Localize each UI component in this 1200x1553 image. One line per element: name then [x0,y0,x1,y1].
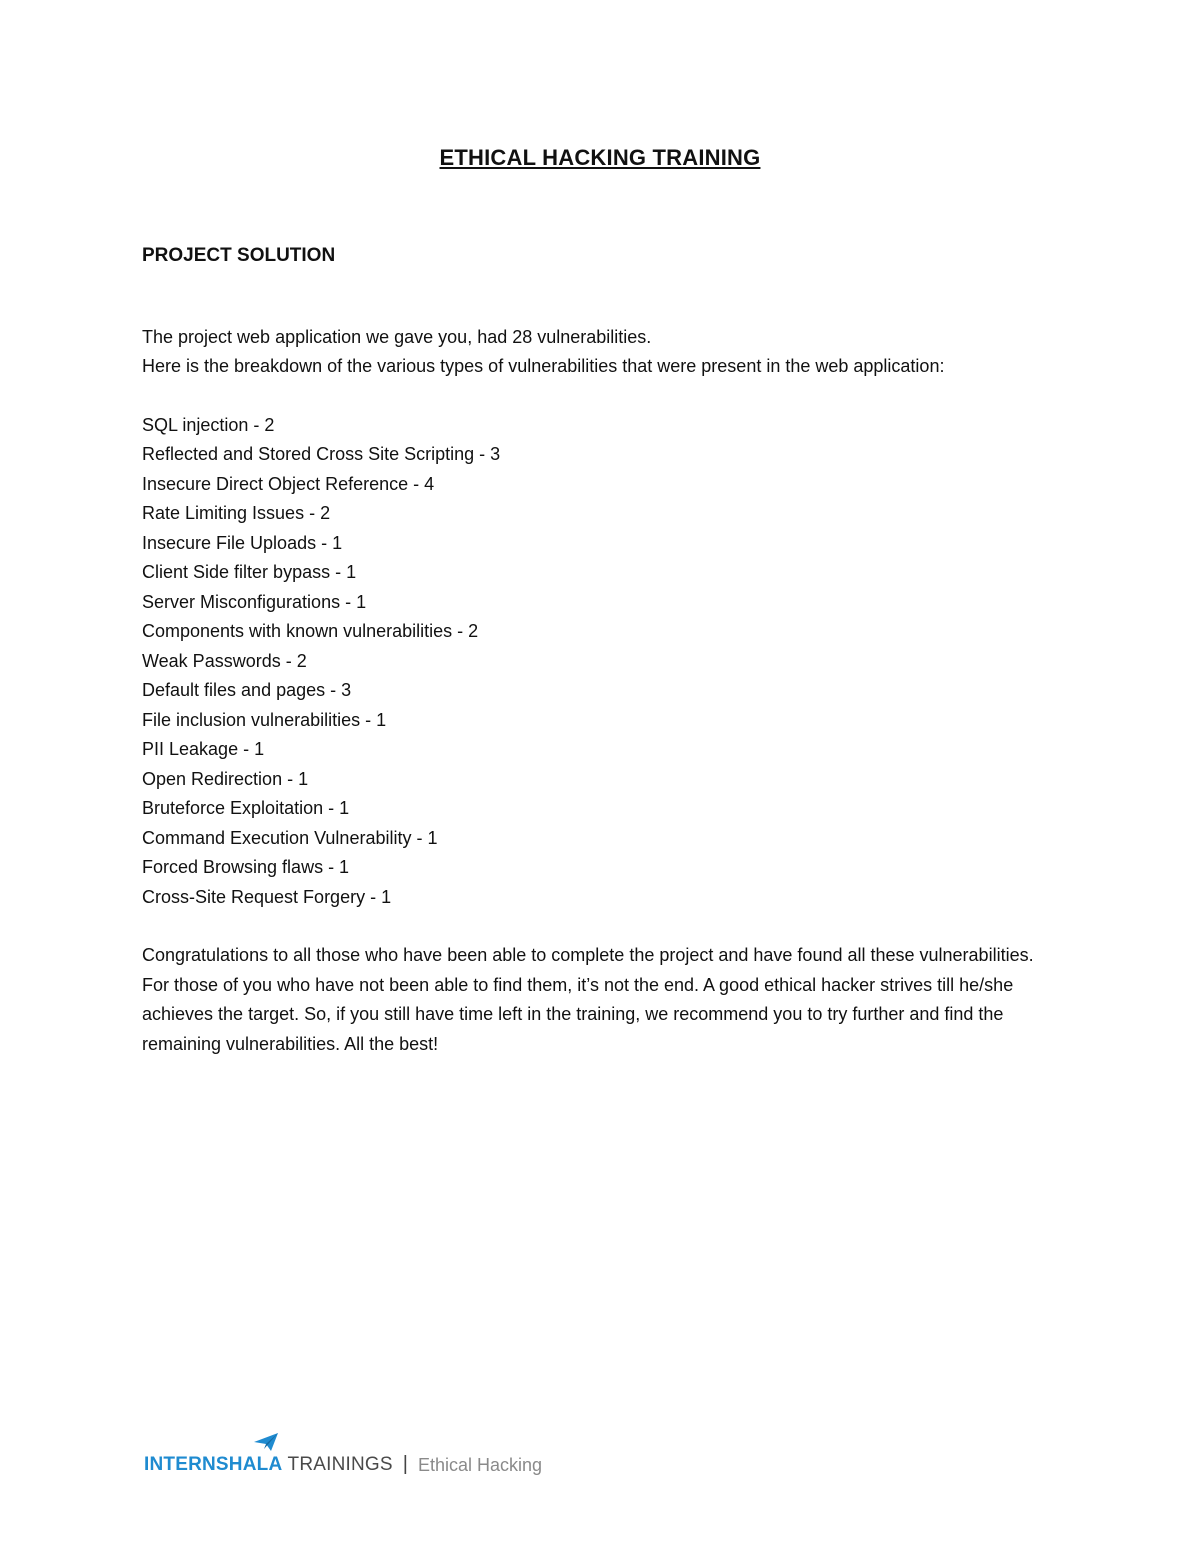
intro-line: The project web application we gave you, had 28 vulnerabilities. [142,326,652,347]
list-item: PII Leakage - 1 [142,739,265,759]
document-title: ETHICAL HACKING TRAINING [439,145,761,170]
list-item: Cross-Site Request Forgery - 1 [142,886,392,907]
list-item: SQL injection - 2 [142,414,275,435]
footer-label: Ethical Hacking [417,1455,543,1475]
list-item: File inclusion vulnerabilities - 1 [142,709,387,730]
brand-text-intern: INTERN [144,1454,216,1475]
brand-text-trainings: TRAININGS [282,1454,393,1475]
list-item: Rate Limiting Issues - 2 [142,503,331,523]
closing-paragraph: Congratulations to all those who have been able to complete the project and have found all these vulnerabilities. [142,945,1034,965]
list-item: Reflected and Stored Cross Site Scripting - 3 [142,444,501,464]
page-footer [144,1432,542,1480]
list-item: Weak Passwords - 2 [142,650,307,671]
footer-separator: | [402,1453,408,1475]
document-body [142,241,1072,1059]
vulnerability-list [142,411,1072,913]
brand-text-shala: SHALA [215,1454,283,1475]
intro-line: Here is the breakdown of the various types of vulnerabilities that were present in the web application: [142,356,945,376]
section-heading: PROJECT SOLUTION [142,245,336,266]
brand-logo [144,1455,393,1480]
list-item: Bruteforce Exploitation - 1 [142,798,350,818]
list-item: Open Redirection - 1 [142,768,309,789]
list-item: Default files and pages - 3 [142,680,352,700]
closing-paragraph: For those of you who have not been able to find them, it’s not the end. A good ethical hacker strives till he/she achieves the target. So, if you still have time left in the training, we recommend you to try further and find the remaining vulnerabilities. All the best! [142,974,1014,1054]
paper-plane-icon [254,1433,278,1451]
list-item: Components with known vulnerabilities - 2 [142,621,479,641]
list-item: Command Execution Vulnerability - 1 [142,827,438,848]
list-item: Insecure File Uploads - 1 [142,532,343,553]
list-item: Insecure Direct Object Reference - 4 [142,473,435,494]
list-item: Server Misconfigurations - 1 [142,591,367,612]
list-item: Forced Browsing flaws - 1 [142,857,350,877]
list-item: Client Side filter bypass - 1 [142,562,357,582]
